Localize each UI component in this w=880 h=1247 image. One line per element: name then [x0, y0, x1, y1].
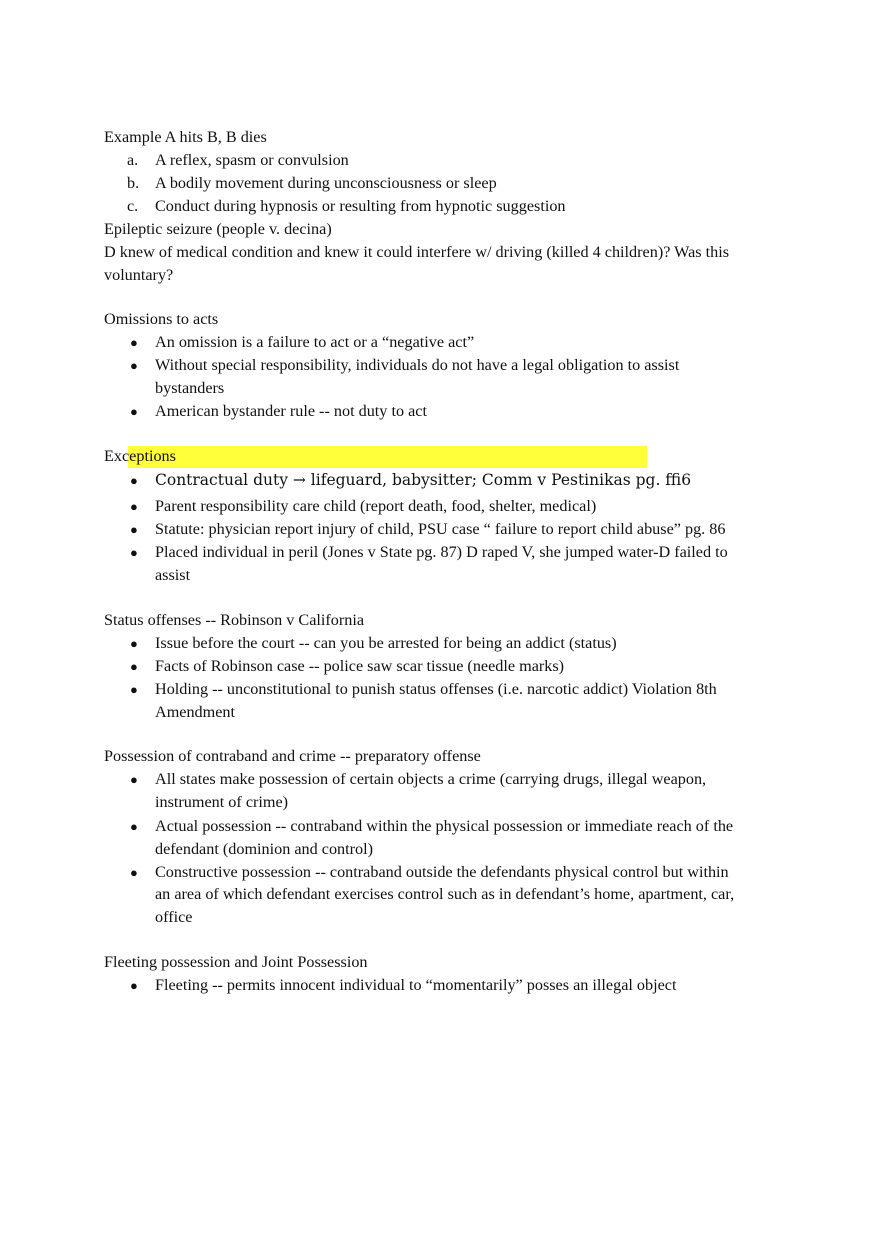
- highlight-mark: [128, 446, 647, 468]
- list-item: Without special responsibility, individuals do not have a legal obligation to assist: [155, 356, 680, 374]
- list-item: Facts of Robinson case -- police saw scar tissue (needle marks): [155, 657, 565, 675]
- list-item: Constructive possession -- contraband outside the defendants physical control but within: [155, 863, 729, 881]
- bullet-icon: ●: [130, 545, 138, 560]
- heading-prefix: Exc: [104, 447, 130, 465]
- list-item: A bodily movement during unconsciousness or sleep: [155, 174, 497, 192]
- list-item-continuation: office: [155, 908, 193, 926]
- list-item-continuation: instrument of crime): [155, 793, 289, 811]
- list-item-continuation: bystanders: [155, 379, 225, 397]
- example-heading: Example A hits B, B dies: [104, 128, 267, 146]
- list-item: All states make possession of certain objects a crime (carrying drugs, illegal weapon,: [155, 770, 707, 788]
- list-item: Contractual duty → lifeguard, babysitter; Comm v Pestinikas pg. ﬃ6: [155, 471, 692, 489]
- bullet-icon: ●: [130, 358, 138, 373]
- list-item: American bystander rule -- not duty to act: [155, 402, 427, 420]
- fleeting-heading: Fleeting possession and Joint Possession: [104, 953, 368, 971]
- bullet-icon: ●: [130, 499, 138, 514]
- bullet-icon: ●: [130, 819, 138, 834]
- bullet-icon: ●: [130, 659, 138, 674]
- omissions-heading: Omissions to acts: [104, 310, 219, 328]
- list-marker: c.: [127, 197, 139, 215]
- list-item-continuation: an area of which defendant exercises control such as in defendant’s home, apartment, car,: [155, 885, 735, 903]
- list-item: Issue before the court -- can you be arrested for being an addict (status): [155, 634, 617, 652]
- paragraph-line: voluntary?: [104, 266, 174, 284]
- bullet-icon: ●: [130, 636, 138, 651]
- list-item: An omission is a failure to act or a “negative act”: [155, 333, 475, 351]
- list-item: A reflex, spasm or convulsion: [155, 151, 349, 169]
- bullet-icon: ●: [130, 335, 138, 350]
- possession-heading: Possession of contraband and crime -- preparatory offense: [104, 747, 481, 765]
- list-item: Conduct during hypnosis or resulting from hypnotic suggestion: [155, 197, 566, 215]
- bullet-icon: ●: [130, 473, 138, 488]
- list-marker: b.: [127, 174, 140, 192]
- exceptions-heading: [104, 445, 176, 468]
- list-item: Holding -- unconstitutional to punish status offenses (i.e. narcotic addict) Violation 8th: [155, 680, 717, 698]
- case-line: Epileptic seizure (people v. decina): [104, 220, 332, 238]
- bullet-icon: ●: [130, 682, 138, 697]
- list-marker: a.: [127, 151, 139, 169]
- list-item-continuation: defendant (dominion and control): [155, 840, 374, 858]
- bullet-icon: ●: [130, 404, 138, 419]
- bullet-icon: ●: [130, 522, 138, 537]
- list-item-continuation: Amendment: [155, 703, 236, 721]
- list-item: Placed individual in peril (Jones v State pg. 87) D raped V, she jumped water-D failed to: [155, 543, 728, 561]
- bullet-icon: ●: [130, 865, 138, 880]
- paragraph-line: D knew of medical condition and knew it could interfere w/ driving (killed 4 children)? Was this: [104, 243, 730, 261]
- list-item-continuation: assist: [155, 566, 191, 584]
- list-item: Actual possession -- contraband within the physical possession or immediate reach of the: [155, 817, 734, 835]
- list-item: Parent responsibility care child (report death, food, shelter, medical): [155, 497, 597, 515]
- bullet-icon: ●: [130, 978, 138, 993]
- heading-highlighted: eptions: [129, 447, 176, 465]
- list-item: Fleeting -- permits innocent individual to “momentarily” posses an illegal object: [155, 976, 677, 994]
- bullet-icon: ●: [130, 772, 138, 787]
- status-heading: Status offenses -- Robinson v California: [104, 611, 365, 629]
- list-item: Statute: physician report injury of child, PSU case “ failure to report child abuse” pg. 86: [155, 520, 726, 538]
